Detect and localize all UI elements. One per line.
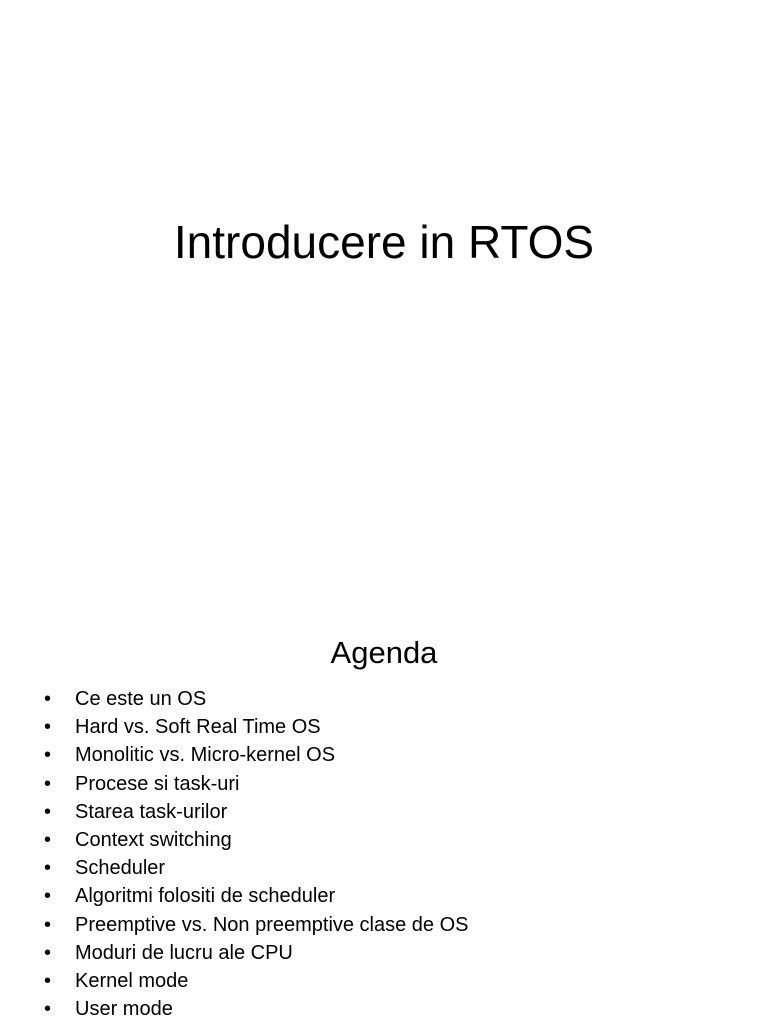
bullet-icon: • — [44, 913, 52, 936]
bullet-icon: • — [44, 885, 52, 908]
bullet-icon: • — [44, 800, 52, 823]
agenda-item-text: Moduri de lucru ale CPU — [75, 941, 293, 964]
agenda-list — [0, 685, 768, 1023]
agenda-item — [0, 826, 768, 854]
bullet-icon: • — [44, 941, 52, 964]
agenda-item — [0, 798, 768, 826]
agenda-item — [0, 939, 768, 967]
agenda-heading: Agenda — [330, 635, 438, 670]
agenda-item-text: Scheduler — [75, 857, 166, 880]
bullet-icon: • — [44, 688, 52, 710]
agenda-item-text: Ce este un OS — [75, 688, 207, 710]
bullet-icon: • — [44, 716, 52, 739]
agenda-item — [0, 882, 768, 910]
bullet-icon: • — [44, 969, 52, 992]
bullet-icon: • — [44, 828, 52, 851]
bullet-icon: • — [44, 857, 52, 880]
agenda-item — [0, 770, 768, 798]
agenda-item-text: Monolitic vs. Micro-kernel OS — [75, 744, 336, 767]
slide-title: Introducere in RTOS — [173, 216, 595, 268]
bullet-icon: • — [44, 998, 52, 1021]
agenda-item-text: Algoritmi folositi de scheduler — [75, 885, 336, 908]
agenda-item-text: Preemptive vs. Non preemptive clase de OS — [75, 913, 469, 936]
agenda-item — [0, 967, 768, 995]
agenda-item — [0, 741, 768, 769]
agenda-item-text: Context switching — [75, 828, 232, 851]
agenda-item — [0, 685, 768, 713]
agenda-item — [0, 854, 768, 882]
agenda-item-text: Hard vs. Soft Real Time OS — [75, 716, 321, 739]
agenda-item — [0, 911, 768, 939]
agenda-item — [0, 995, 768, 1023]
agenda-item — [0, 713, 768, 741]
agenda-item-text: User mode — [75, 998, 173, 1021]
agenda-item-text: Kernel mode — [75, 969, 189, 992]
agenda-item-text: Procese si task-uri — [75, 772, 240, 795]
bullet-icon: • — [44, 744, 52, 767]
agenda-item-text: Starea task-urilor — [75, 800, 228, 823]
bullet-icon: • — [44, 772, 52, 795]
